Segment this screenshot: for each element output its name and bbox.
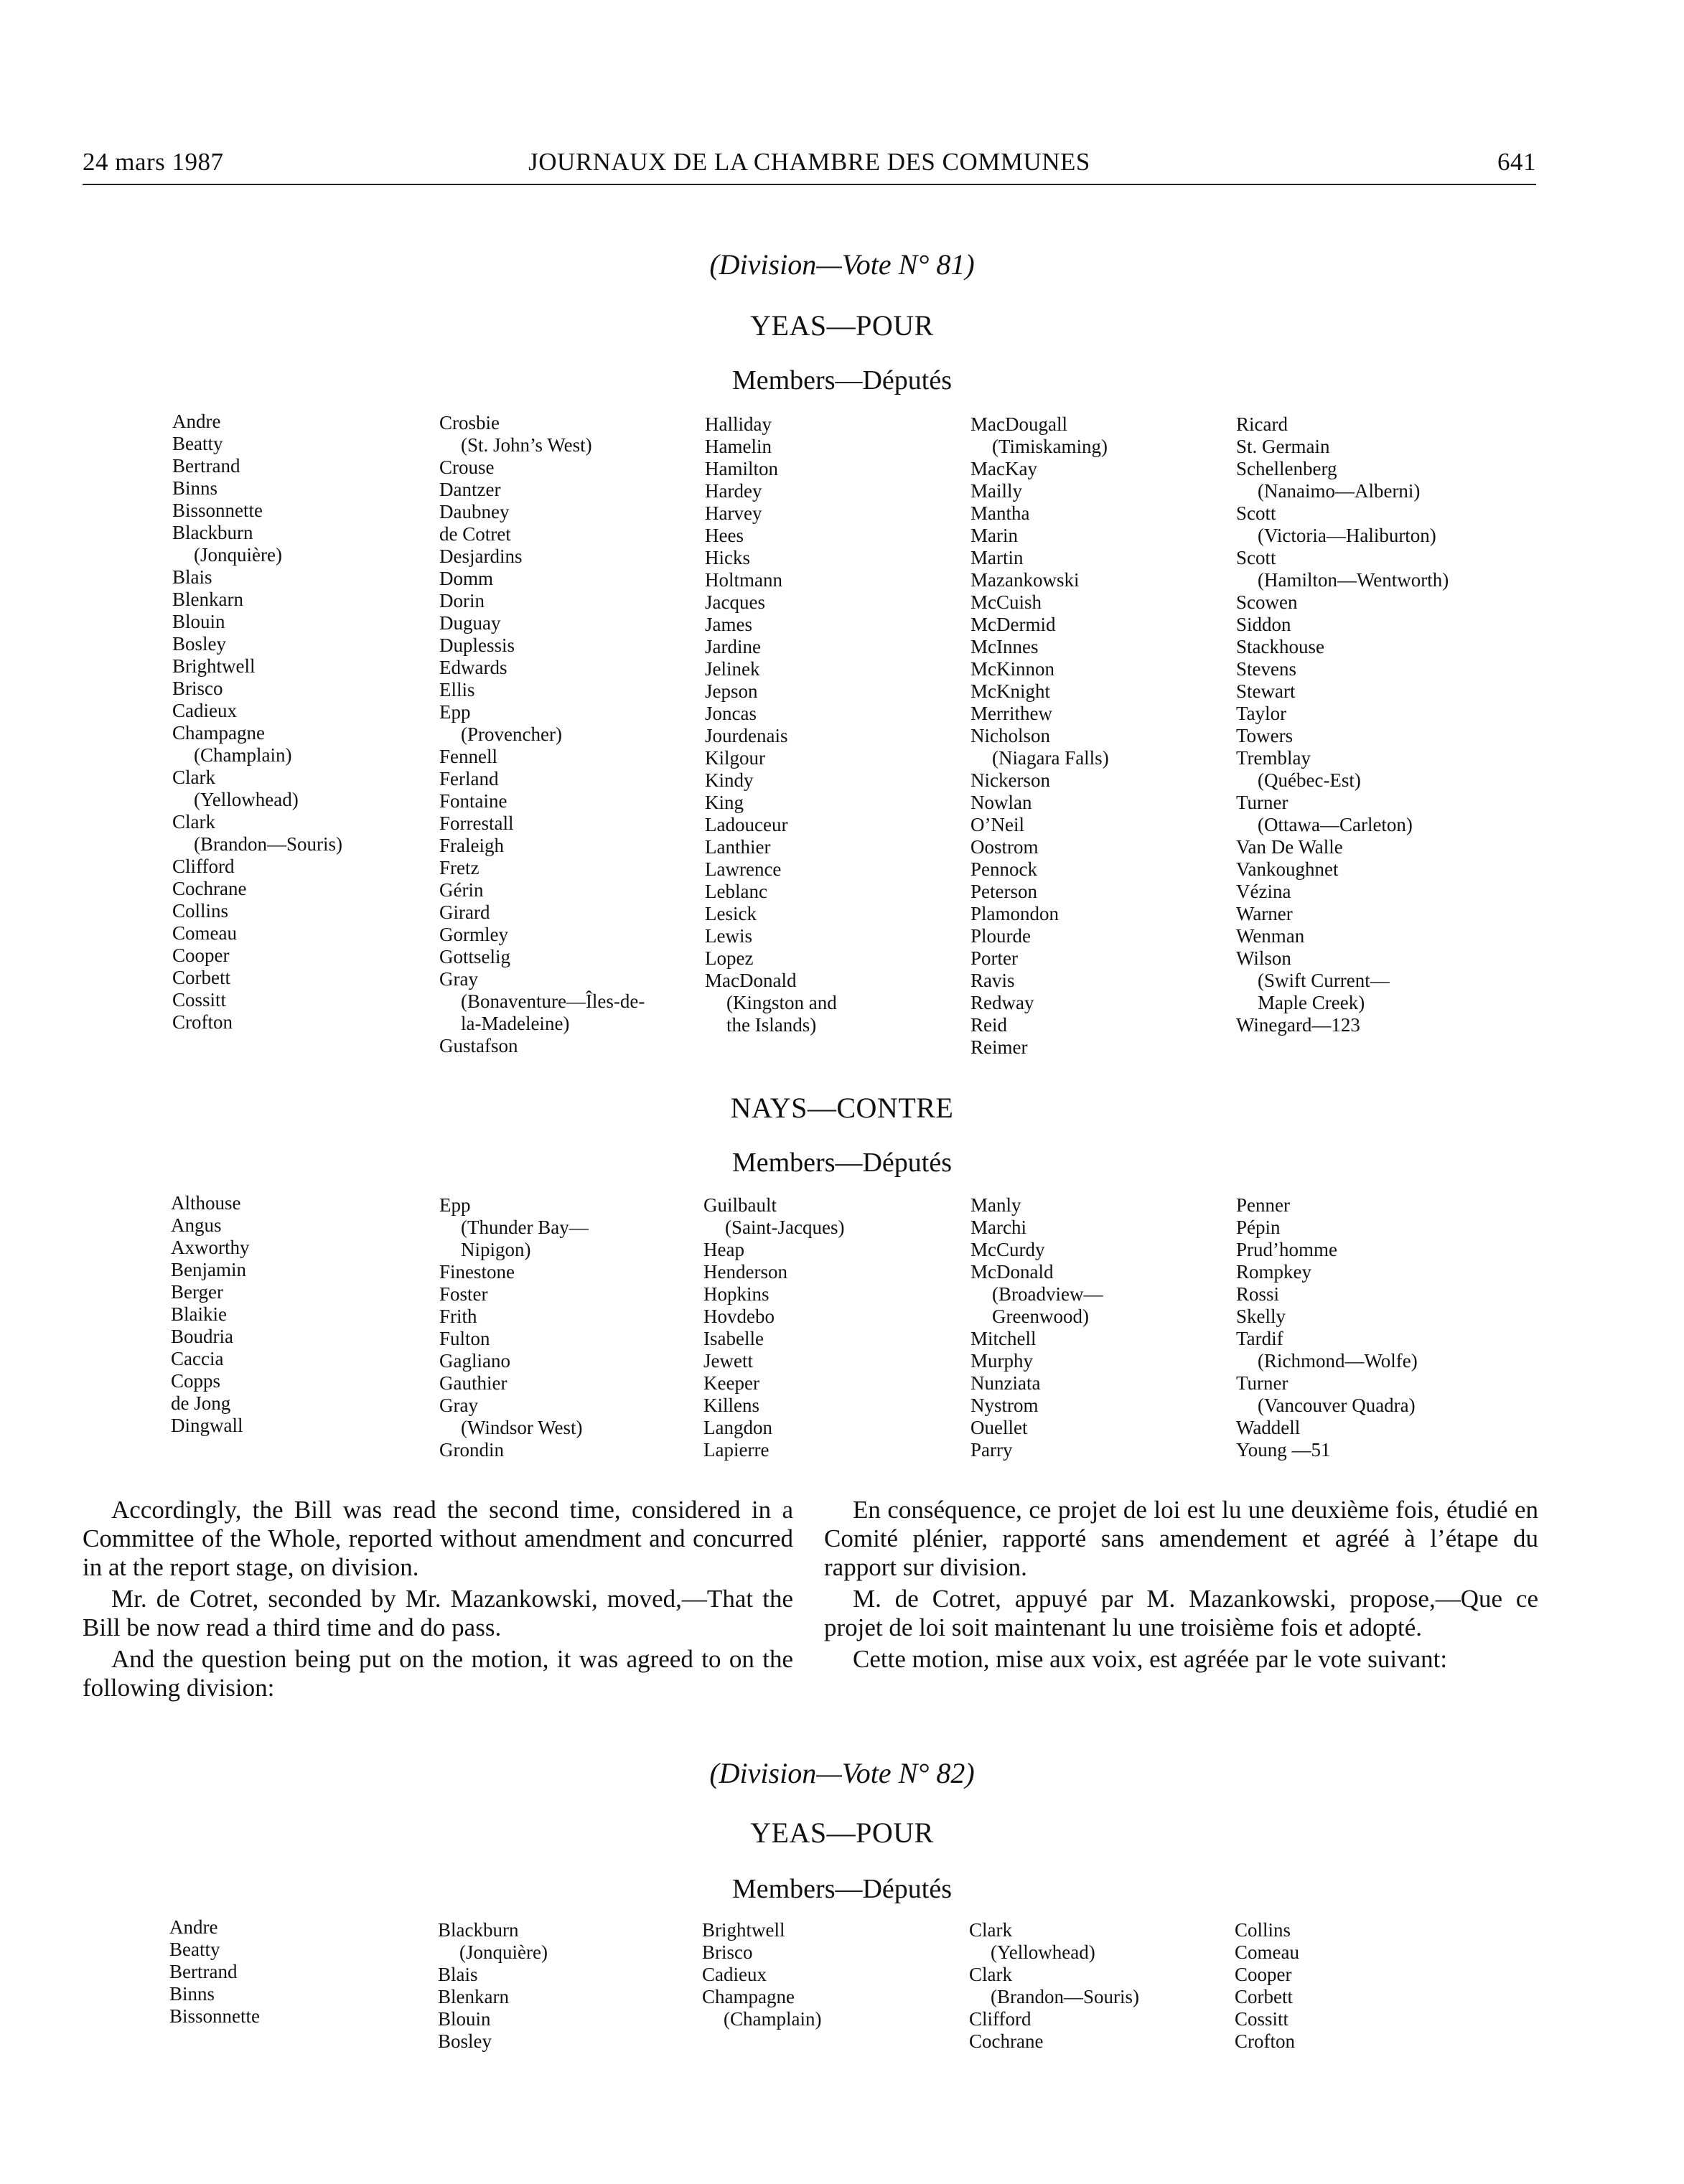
nays-column-3	[703, 1194, 844, 1461]
member-name: Heap	[703, 1239, 744, 1260]
member-name: Jacques	[705, 591, 765, 613]
member-name: Taylor	[1236, 703, 1287, 724]
yeas-heading-82: YEAS—POUR	[750, 1817, 934, 1849]
member-riding: (Kingston and	[726, 992, 837, 1013]
member-name: Corbett	[172, 967, 230, 988]
member-name: Stewart	[1236, 680, 1296, 702]
member-name: Gauthier	[439, 1372, 507, 1394]
member-name: Brisco	[172, 678, 223, 699]
member-name: Frith	[439, 1306, 477, 1327]
member-name: Beatty	[172, 433, 223, 454]
member-name: Gormley	[439, 924, 508, 945]
member-name: Cooper	[172, 945, 230, 966]
header-title: JOURNAUX DE LA CHAMBRE DES COMMUNES	[528, 148, 1090, 176]
member-name: Kilgour	[705, 747, 765, 769]
member-name: Peterson	[970, 881, 1037, 902]
member-name: Fulton	[439, 1328, 490, 1349]
member-name: Holtmann	[705, 569, 782, 591]
yeas82-column-3	[702, 1919, 821, 2030]
yeas-heading-81: YEAS—POUR	[750, 309, 934, 342]
nays-column-1	[171, 1192, 250, 1437]
member-name: Desjardins	[439, 545, 523, 567]
member-riding: (Windsor West)	[461, 1417, 583, 1438]
member-name: Scott	[1236, 547, 1276, 568]
member-name: Ouellet	[970, 1417, 1028, 1438]
member-name: Blais	[438, 1964, 478, 1985]
member-name: Penner	[1236, 1194, 1290, 1216]
member-riding: (Brandon—Souris)	[991, 1986, 1139, 2007]
member-name: Angus	[171, 1214, 222, 1236]
member-name: Scott	[1236, 502, 1276, 524]
nays-column-4	[970, 1194, 1103, 1461]
member-name: Jardine	[705, 636, 761, 657]
member-name: Ravis	[970, 970, 1015, 991]
member-name: Pépin	[1236, 1217, 1281, 1238]
member-name: Joncas	[705, 703, 757, 724]
member-name: Andre	[172, 411, 221, 432]
member-name: Siddon	[1236, 614, 1291, 635]
member-name: Dantzer	[439, 479, 501, 500]
member-riding: the Islands)	[726, 1014, 817, 1036]
member-name: Daubney	[439, 501, 510, 522]
member-riding: (Yellowhead)	[991, 1941, 1095, 1963]
members-heading-yeas-82: Members—Députés	[731, 1874, 953, 1904]
member-name: Caccia	[171, 1348, 224, 1369]
member-name: Duguay	[439, 612, 501, 634]
member-name: Cadieux	[172, 700, 237, 721]
member-name: Langdon	[703, 1417, 772, 1438]
member-name: Merrithew	[970, 703, 1052, 724]
member-name: Crosbie	[439, 412, 500, 433]
member-name: Binns	[172, 477, 218, 499]
member-name: Comeau	[172, 922, 237, 944]
member-name: Clark	[172, 811, 215, 833]
member-name: Schellenberg	[1236, 458, 1337, 479]
member-name: Turner	[1236, 792, 1288, 813]
member-name: Nowlan	[970, 792, 1032, 813]
member-name: Ellis	[439, 679, 475, 700]
member-name: Blaikie	[171, 1303, 227, 1325]
member-name: Beatty	[169, 1939, 220, 1960]
member-name: Comeau	[1235, 1941, 1299, 1963]
member-name: Copps	[171, 1370, 221, 1392]
member-name: Blais	[172, 566, 212, 588]
member-name: Crouse	[439, 456, 495, 478]
yeas-column-2	[439, 412, 645, 1057]
member-name: Champagne	[702, 1986, 795, 2007]
member-name: McDonald	[970, 1261, 1054, 1283]
member-name: Murphy	[970, 1350, 1033, 1372]
member-riding: (Swift Current—	[1258, 970, 1390, 991]
member-name: Bissonnette	[172, 500, 263, 521]
header-date: 24 mars 1987	[83, 148, 224, 176]
yeas82-column-4	[969, 1919, 1139, 2053]
member-name: Gagliano	[439, 1350, 510, 1372]
member-name: Vankoughnet	[1236, 858, 1339, 880]
member-name: Towers	[1236, 725, 1294, 746]
member-name: Benjamin	[171, 1259, 246, 1280]
member-name: Waddell	[1236, 1417, 1301, 1438]
member-name: Blenkarn	[172, 589, 243, 610]
member-name: Clifford	[172, 856, 235, 877]
member-name: Crofton	[1235, 2030, 1295, 2052]
nays-heading-81: NAYS—CONTRE	[730, 1092, 954, 1124]
member-name: Plamondon	[970, 903, 1059, 924]
member-name: Plourde	[970, 925, 1031, 947]
member-name: Cossitt	[172, 989, 227, 1011]
member-name: Lapierre	[703, 1439, 770, 1461]
member-name: Tardif	[1236, 1328, 1283, 1349]
nays-column-2	[439, 1194, 589, 1461]
member-name: Parry	[970, 1439, 1013, 1461]
member-name: Kindy	[705, 769, 754, 791]
paragraph-fr-1: En conséquence, ce projet de loi est lu une deuxième fois, étudié en Comité plénier, rapporté sans amendement et agréé à l’étape du rapport sur division.	[824, 1496, 1538, 1581]
member-name: Mitchell	[970, 1328, 1037, 1349]
member-riding: la-Madeleine)	[461, 1013, 570, 1034]
member-name: Binns	[169, 1983, 215, 2005]
member-riding: (Nanaimo—Alberni)	[1258, 480, 1421, 502]
member-name: King	[705, 792, 744, 813]
paragraph-en-3: And the question being put on the motion, it was agreed to on the following division:	[83, 1645, 793, 1702]
member-riding: (Broadview—	[992, 1283, 1103, 1305]
member-riding: (Yellowhead)	[194, 789, 299, 810]
member-name: Brightwell	[702, 1919, 785, 1941]
member-name: Epp	[439, 701, 471, 723]
member-name: Nicholson	[970, 725, 1050, 746]
member-name: Andre	[169, 1916, 218, 1938]
member-name: Gérin	[439, 879, 484, 901]
member-name: Finestone	[439, 1261, 515, 1283]
member-name: Boudria	[171, 1326, 233, 1347]
member-name: Young —51	[1236, 1439, 1331, 1461]
paragraph-en-1: Accordingly, the Bill was read the second time, considered in a Committee of the Whole, reported without amendment and concurred in at the report stage, on division.	[83, 1496, 793, 1581]
member-riding: (Bonaventure—Îles-de-	[461, 990, 645, 1012]
yeas82-column-5	[1235, 1919, 1299, 2053]
member-name: Bissonnette	[169, 2005, 260, 2027]
member-name: Domm	[439, 568, 494, 589]
member-name: Mazankowski	[970, 569, 1080, 591]
member-name: Bertrand	[169, 1961, 238, 1982]
member-name: Crofton	[172, 1011, 233, 1033]
member-name: Gray	[439, 1395, 478, 1416]
member-name: Hicks	[705, 547, 750, 568]
member-name: Pennock	[970, 858, 1037, 880]
member-name: Rossi	[1236, 1283, 1280, 1305]
member-name: Skelly	[1236, 1306, 1286, 1327]
member-name: Forrestall	[439, 812, 514, 834]
member-name: Jewett	[703, 1350, 753, 1372]
member-name: Duplessis	[439, 634, 515, 656]
member-name: Wenman	[1236, 925, 1305, 947]
member-name: Foster	[439, 1283, 488, 1305]
member-name: Wilson	[1236, 947, 1291, 969]
member-name: St. Germain	[1236, 436, 1330, 457]
member-name: Clark	[172, 767, 215, 788]
member-riding: (Champlain)	[724, 2008, 822, 2030]
member-name: Winegard—123	[1236, 1014, 1360, 1036]
member-name: Jepson	[705, 680, 758, 702]
member-name: Nipigon)	[461, 1239, 531, 1260]
member-name: Reimer	[970, 1036, 1028, 1058]
page-header	[83, 146, 1536, 185]
member-riding: (Brandon—Souris)	[194, 833, 342, 855]
member-name: Gottselig	[439, 946, 510, 967]
member-name: Van De Walle	[1236, 836, 1343, 858]
member-riding: (Timiskaming)	[992, 436, 1108, 457]
member-name: Hardey	[705, 480, 762, 502]
members-heading-nays-81: Members—Députés	[731, 1148, 953, 1178]
member-name: Greenwood)	[992, 1306, 1089, 1327]
member-name: Bertrand	[172, 455, 240, 477]
member-name: Lawrence	[705, 858, 782, 880]
member-name: Berger	[171, 1281, 223, 1303]
member-name: Mantha	[970, 502, 1030, 524]
member-name: Rompkey	[1236, 1261, 1311, 1283]
member-name: Harvey	[705, 502, 762, 524]
member-name: Blackburn	[172, 522, 253, 543]
member-name: Oostrom	[970, 836, 1039, 858]
member-name: Martin	[970, 547, 1024, 568]
member-riding: (Jonquière)	[459, 1941, 548, 1963]
yeas-column-3	[705, 413, 837, 1036]
member-name: Lewis	[705, 925, 752, 947]
member-name: Maple Creek)	[1258, 992, 1365, 1013]
member-name: Blenkarn	[438, 1986, 509, 2007]
member-name: O’Neil	[970, 814, 1024, 835]
member-name: Nickerson	[970, 769, 1050, 791]
division-heading-81: (Division—Vote N° 81)	[709, 248, 975, 281]
member-name: Isabelle	[703, 1328, 764, 1349]
member-name: Reid	[970, 1014, 1007, 1036]
member-name: Hopkins	[703, 1283, 770, 1305]
member-name: Cochrane	[969, 2030, 1044, 2052]
member-name: Axworthy	[171, 1237, 250, 1258]
member-name: Hamilton	[705, 458, 778, 479]
member-name: Ricard	[1236, 413, 1288, 435]
paragraph-fr-3: Cette motion, mise aux voix, est agréée par le vote suivant:	[853, 1645, 1448, 1673]
member-name: Warner	[1236, 903, 1293, 924]
member-name: Keeper	[703, 1372, 759, 1394]
paragraph-fr-2: M. de Cotret, appuyé par M. Mazankowski, propose,—Que ce projet de loi soit maintenant lu une troisième fois et adopté.	[824, 1585, 1538, 1641]
member-name: MacKay	[970, 458, 1037, 479]
member-name: Dingwall	[171, 1415, 243, 1436]
member-name: Dorin	[439, 590, 485, 611]
member-name: Cooper	[1235, 1964, 1292, 1985]
member-name: Cossitt	[1235, 2008, 1289, 2030]
member-name: Blouin	[438, 2008, 491, 2030]
member-name: Stackhouse	[1236, 636, 1324, 657]
member-name: Jourdenais	[705, 725, 788, 746]
member-name: Girard	[439, 901, 490, 923]
member-riding: (Vancouver Quadra)	[1258, 1395, 1416, 1416]
member-name: McKinnon	[970, 658, 1054, 680]
member-name: McInnes	[970, 636, 1039, 657]
member-name: Collins	[1235, 1919, 1291, 1941]
member-name: Collins	[172, 900, 229, 922]
member-name: Turner	[1236, 1372, 1288, 1394]
member-name: Althouse	[171, 1192, 241, 1214]
member-name: Bosley	[172, 633, 227, 655]
member-name: Brightwell	[172, 655, 256, 677]
member-name: de Cotret	[439, 523, 511, 545]
member-name: Scowen	[1236, 591, 1298, 613]
member-name: Prud’homme	[1236, 1239, 1337, 1260]
member-riding: (Champlain)	[194, 744, 292, 766]
member-name: McDermid	[970, 614, 1056, 635]
member-name: Tremblay	[1236, 747, 1311, 769]
member-name: Henderson	[703, 1261, 787, 1283]
page-number: 641	[1497, 148, 1536, 176]
nays-column-5	[1236, 1194, 1418, 1461]
member-name: Nystrom	[970, 1395, 1039, 1416]
member-name: Marin	[970, 525, 1018, 546]
member-name: Champagne	[172, 722, 265, 744]
member-name: de Jong	[171, 1392, 231, 1414]
paragraph-en-2: Mr. de Cotret, seconded by Mr. Mazankowski, moved,—That the Bill be now read a third time and do pass.	[83, 1585, 793, 1641]
member-name: Grondin	[439, 1439, 504, 1461]
member-name: Lanthier	[705, 836, 771, 858]
yeas82-column-2	[438, 1919, 548, 2053]
member-riding: (Hamilton—Wentworth)	[1258, 569, 1449, 591]
member-name: Epp	[439, 1194, 471, 1216]
member-name: Guilbault	[703, 1194, 777, 1216]
member-name: Fennell	[439, 746, 497, 767]
member-name: MacDonald	[705, 970, 797, 991]
member-name: Marchi	[970, 1217, 1026, 1238]
yeas-column-5	[1236, 413, 1449, 1036]
member-name: Lesick	[705, 903, 757, 924]
member-name: McKnight	[970, 680, 1050, 702]
members-heading-yeas-81: Members—Députés	[731, 365, 953, 395]
member-name: Gray	[439, 968, 478, 990]
yeas82-column-1	[169, 1916, 260, 2028]
member-name: Nunziata	[970, 1372, 1041, 1394]
member-name: Corbett	[1235, 1986, 1293, 2007]
member-riding: (Provencher)	[461, 723, 562, 745]
member-riding: (Richmond—Wolfe)	[1258, 1350, 1418, 1372]
member-riding: (Thunder Bay—	[461, 1217, 589, 1238]
member-name: Fretz	[439, 857, 480, 878]
yeas-column-4	[970, 413, 1109, 1059]
member-name: Mailly	[970, 480, 1022, 502]
member-name: Hees	[705, 525, 744, 546]
member-riding: (Victoria—Haliburton)	[1258, 525, 1436, 546]
member-riding: (St. John’s West)	[461, 434, 592, 456]
member-name: Clark	[969, 1964, 1012, 1985]
member-name: Redway	[970, 992, 1034, 1013]
member-name: McCuish	[970, 591, 1042, 613]
member-name: Blackburn	[438, 1919, 519, 1941]
member-name: Cadieux	[702, 1964, 767, 1985]
member-riding: (Saint-Jacques)	[725, 1217, 845, 1238]
member-name: Cochrane	[172, 878, 247, 899]
member-name: Killens	[703, 1395, 759, 1416]
member-name: Fraleigh	[439, 835, 504, 856]
member-name: Edwards	[439, 657, 507, 678]
yeas-column-1	[172, 411, 342, 1034]
member-riding: (Jonquière)	[194, 544, 282, 566]
member-riding: (Québec-Est)	[1258, 769, 1361, 791]
member-name: James	[705, 614, 752, 635]
member-riding: (Ottawa—Carleton)	[1258, 814, 1413, 835]
member-name: Gustafson	[439, 1035, 518, 1056]
member-name: MacDougall	[970, 413, 1067, 435]
member-name: Leblanc	[705, 881, 767, 902]
member-riding: (Niagara Falls)	[992, 747, 1109, 769]
member-name: Brisco	[702, 1941, 753, 1963]
member-name: Lopez	[705, 947, 754, 969]
member-name: Clark	[969, 1919, 1012, 1941]
member-name: Manly	[970, 1194, 1021, 1216]
member-name: Vézina	[1236, 881, 1291, 902]
member-name: Clifford	[969, 2008, 1032, 2030]
member-name: McCurdy	[970, 1239, 1045, 1260]
member-name: Hamelin	[705, 436, 772, 457]
member-name: Stevens	[1236, 658, 1296, 680]
member-name: Jelinek	[705, 658, 760, 680]
division-heading-82: (Division—Vote N° 82)	[709, 1757, 975, 1789]
member-name: Ferland	[439, 768, 499, 789]
member-name: Ladouceur	[705, 814, 788, 835]
member-name: Fontaine	[439, 790, 507, 812]
member-name: Porter	[970, 947, 1018, 969]
member-name: Halliday	[705, 413, 772, 435]
member-name: Bosley	[438, 2030, 492, 2052]
member-name: Blouin	[172, 611, 225, 632]
member-name: Hovdebo	[703, 1306, 775, 1327]
